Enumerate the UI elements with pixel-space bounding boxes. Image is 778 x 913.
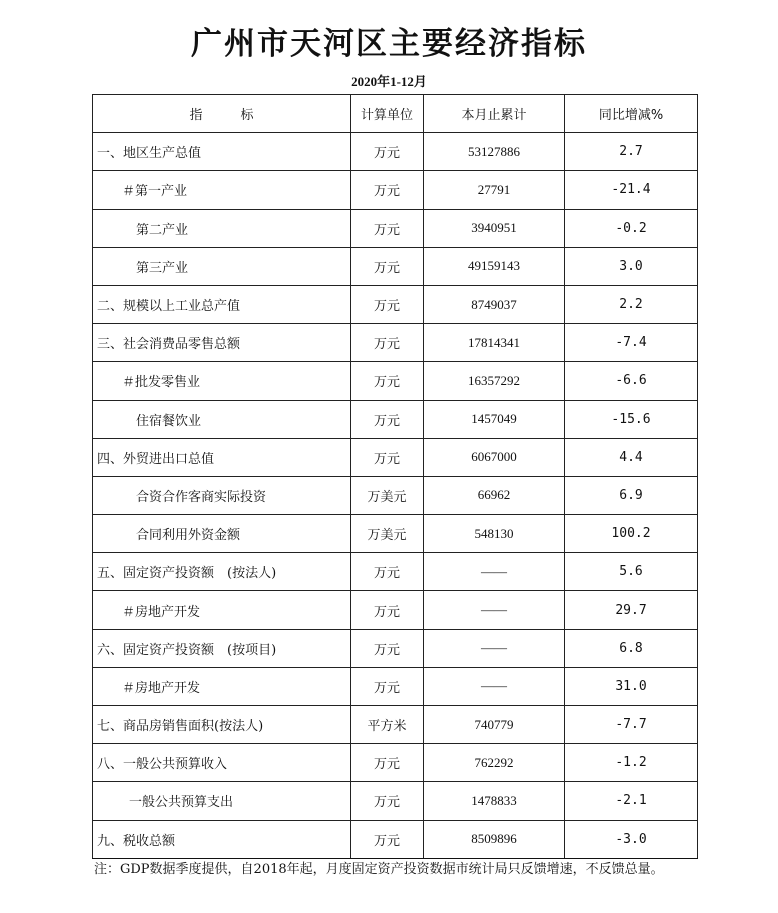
yoy-change-cell: 6.9 — [565, 476, 698, 514]
indicator-name-cell: ＃房地产开发 — [93, 667, 351, 705]
indicator-name-cell: 合资合作客商实际投资 — [93, 476, 351, 514]
unit-cell: 万美元 — [351, 515, 424, 553]
yoy-change-cell: 5.6 — [565, 553, 698, 591]
table-row — [93, 591, 698, 629]
page-title: 广州市天河区主要经济指标 — [191, 26, 587, 62]
cumulative-value-cell: —— — [424, 591, 565, 629]
yoy-change-cell: -21.4 — [565, 171, 698, 209]
cumulative-value-cell: 740779 — [424, 706, 565, 744]
header-indicator-char-2: 标 — [240, 108, 254, 124]
table-body — [93, 133, 698, 859]
table-row — [93, 667, 698, 705]
table-row — [93, 706, 698, 744]
yoy-change-cell: -1.2 — [565, 744, 698, 782]
yoy-change-cell: -6.6 — [565, 362, 698, 400]
table-row — [93, 820, 698, 858]
cumulative-value-cell: —— — [424, 553, 565, 591]
yoy-change-cell: -3.0 — [565, 820, 698, 858]
cumulative-value-cell: —— — [424, 629, 565, 667]
yoy-change-cell: -7.4 — [565, 324, 698, 362]
footnote: 注：GDP数据季度提供，自2018年起，月度固定资产投资数据市统计局只反馈增速，不反馈总量。 — [94, 862, 664, 877]
indicator-name-cell: ＃第一产业 — [93, 171, 351, 209]
indicator-name-cell: 六、固定资产投资额 (按项目) — [93, 629, 351, 667]
unit-cell: 万元 — [351, 591, 424, 629]
period-subtitle: 2020年1-12月 — [351, 74, 427, 89]
cumulative-value-cell: 548130 — [424, 515, 565, 553]
cumulative-value-cell: 27791 — [424, 171, 565, 209]
indicator-name-cell: 一般公共预算支出 — [93, 782, 351, 820]
unit-cell: 万元 — [351, 324, 424, 362]
cumulative-value-cell: —— — [424, 667, 565, 705]
table-row — [93, 438, 698, 476]
table-row — [93, 324, 698, 362]
unit-cell: 万元 — [351, 553, 424, 591]
cumulative-value-cell: 762292 — [424, 744, 565, 782]
yoy-change-cell: -15.6 — [565, 400, 698, 438]
cumulative-value-cell: 66962 — [424, 476, 565, 514]
unit-cell: 万元 — [351, 209, 424, 247]
header-cumulative: 本月止累计 — [424, 95, 565, 133]
indicator-name-cell: 第二产业 — [93, 209, 351, 247]
table-row — [93, 515, 698, 553]
indicator-name-cell: 二、规模以上工业总产值 — [93, 285, 351, 323]
table-row — [93, 209, 698, 247]
indicator-name-cell: 住宿餐饮业 — [93, 400, 351, 438]
unit-cell: 万美元 — [351, 476, 424, 514]
unit-cell: 万元 — [351, 438, 424, 476]
header-unit: 计算单位 — [351, 95, 424, 133]
table-row — [93, 476, 698, 514]
unit-cell: 万元 — [351, 171, 424, 209]
table-row — [93, 553, 698, 591]
yoy-change-cell: 6.8 — [565, 629, 698, 667]
yoy-change-cell: 29.7 — [565, 591, 698, 629]
yoy-change-cell: 4.4 — [565, 438, 698, 476]
header-yoy: 同比增减% — [565, 95, 698, 133]
unit-cell: 万元 — [351, 133, 424, 171]
yoy-change-cell: -0.2 — [565, 209, 698, 247]
yoy-change-cell: 31.0 — [565, 667, 698, 705]
indicator-name-cell: 合同利用外资金额 — [93, 515, 351, 553]
table-row — [93, 400, 698, 438]
table-row — [93, 171, 698, 209]
indicator-name-cell: 一、地区生产总值 — [93, 133, 351, 171]
header-indicator — [93, 95, 351, 133]
unit-cell: 万元 — [351, 820, 424, 858]
indicator-name-cell: 七、商品房销售面积(按法人) — [93, 706, 351, 744]
header-row — [93, 95, 698, 133]
table-row — [93, 133, 698, 171]
indicator-table — [92, 94, 698, 859]
table-row — [93, 285, 698, 323]
cumulative-value-cell: 49159143 — [424, 247, 565, 285]
yoy-change-cell: 2.2 — [565, 285, 698, 323]
unit-cell: 万元 — [351, 667, 424, 705]
table-row — [93, 782, 698, 820]
indicator-name-cell: 第三产业 — [93, 247, 351, 285]
table-row — [93, 247, 698, 285]
table-row — [93, 629, 698, 667]
cumulative-value-cell: 8509896 — [424, 820, 565, 858]
cumulative-value-cell: 3940951 — [424, 209, 565, 247]
indicator-name-cell: ＃批发零售业 — [93, 362, 351, 400]
unit-cell: 万元 — [351, 629, 424, 667]
cumulative-value-cell: 1457049 — [424, 400, 565, 438]
yoy-change-cell: -7.7 — [565, 706, 698, 744]
table-row — [93, 362, 698, 400]
indicator-name-cell: 九、税收总额 — [93, 820, 351, 858]
indicator-name-cell: 三、社会消费品零售总额 — [93, 324, 351, 362]
indicator-name-cell: 四、外贸进出口总值 — [93, 438, 351, 476]
cumulative-value-cell: 8749037 — [424, 285, 565, 323]
cumulative-value-cell: 1478833 — [424, 782, 565, 820]
unit-cell: 万元 — [351, 362, 424, 400]
yoy-change-cell: -2.1 — [565, 782, 698, 820]
cumulative-value-cell: 6067000 — [424, 438, 565, 476]
indicator-name-cell: 八、一般公共预算收入 — [93, 744, 351, 782]
unit-cell: 万元 — [351, 744, 424, 782]
indicator-name-cell: ＃房地产开发 — [93, 591, 351, 629]
table-row — [93, 744, 698, 782]
unit-cell: 万元 — [351, 285, 424, 323]
unit-cell: 万元 — [351, 400, 424, 438]
indicator-name-cell: 五、固定资产投资额 (按法人) — [93, 553, 351, 591]
unit-cell: 万元 — [351, 247, 424, 285]
cumulative-value-cell: 17814341 — [424, 324, 565, 362]
unit-cell: 万元 — [351, 782, 424, 820]
cumulative-value-cell: 16357292 — [424, 362, 565, 400]
yoy-change-cell: 100.2 — [565, 515, 698, 553]
unit-cell: 平方米 — [351, 706, 424, 744]
header-indicator-char-1: 指 — [189, 108, 203, 124]
yoy-change-cell: 3.0 — [565, 247, 698, 285]
cumulative-value-cell: 53127886 — [424, 133, 565, 171]
yoy-change-cell: 2.7 — [565, 133, 698, 171]
